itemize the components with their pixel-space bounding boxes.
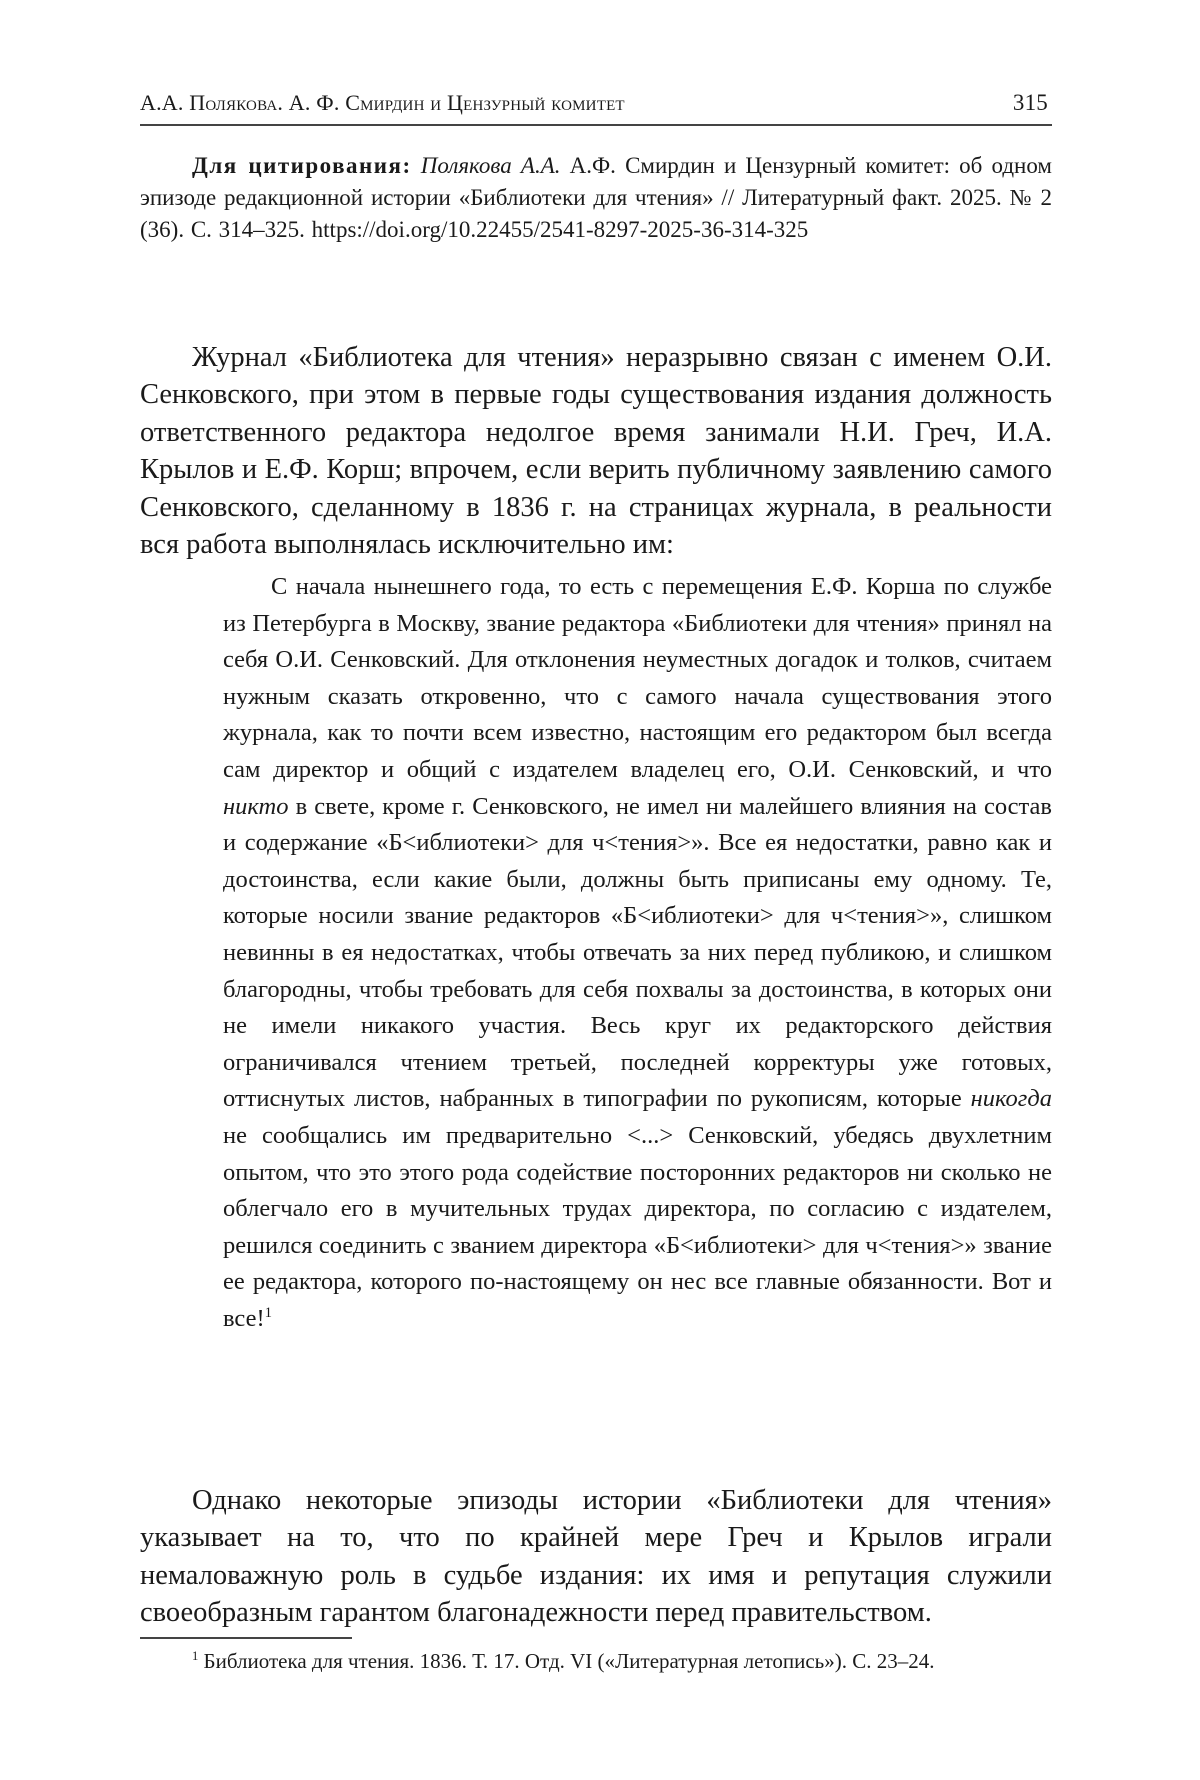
citation-text: А.Ф. Смирдин и Цензурный комитет: об одном эпизоде редакционной истории «Библиотеки для чтения» // Литературный факт. 2025. № 2 (36). С. 314–325. https://doi.org/10.22455/2541-8297-2025-36-314-325 [140, 153, 1052, 242]
footnote-reference: 1 [264, 1304, 272, 1321]
body-paragraph-1: Журнал «Библиотека для чтения» неразрывно связан с именем О.И. Сенковского, при этом в первые годы существования издания должность ответственного редактора недолгое время занимали Н.И. Греч, И.А. Крылов и Е.Ф. Корш; впрочем, если верить публичному заявлению самого Сенковского, сделанному в 1836 г. на страницах журнала, в реальности вся работа выполнялась исключительно им: [140, 341, 1052, 560]
body-paragraph-2: Однако некоторые эпизоды истории «Библиотеки для чтения» указывает на то, что по крайней мере Греч и Крылов играли немаловажную роль в судьбе издания: их имя и репутация служили своеобразным гарантом благонадежности перед правительством. [140, 1484, 1052, 1628]
running-head [140, 88, 1052, 126]
footnote-marker: 1 [192, 1649, 199, 1663]
quote-text-part-1: С начала нынешнего года, то есть с перемещения Е.Ф. Корша по службе из Петербурга в Москву, звание редактора «Библиотеки для чтения» принял на себя О.И. Сенковский. Для отклонения неуместных догадок и толков, считаем нужным сказать откровенно, что с самого начала существования этого журнала, как то почти всем известно, настоящим его редактором был всегда сам директор и общий с издателем владелец его, О.И. Сенковский, и что [223, 573, 1052, 783]
citation-label: Для цитирования: [192, 153, 412, 178]
footnote-text: Библиотека для чтения. 1836. Т. 17. Отд. VI («Литературная летопись»). С. 23–24. [203, 1649, 935, 1673]
journal-page [140, 0, 1052, 1780]
quote-emphasis-nikto: никто [223, 792, 289, 820]
footnote-divider [140, 1637, 352, 1639]
citation-block [140, 150, 1052, 246]
block-quote [223, 569, 1052, 1337]
citation-author: Полякова А.А. [420, 153, 561, 178]
quote-emphasis-nikogda: никогда [970, 1085, 1053, 1113]
quote-text-part-3: не сообщались им предварительно <...> Сенковский, убедясь двухлетним опытом, что это этого рода содействие посторонних редакторов ни сколько не облегчало его в мучительных трудах директора, по согласию с издателем, решился соединить с званием директора «Б<иблиотеки> для ч<тения>» звание ее редактора, которого по-настоящему он нес все главные обязанности. Вот и все! [223, 1121, 1052, 1332]
page-number: 315 [1012, 90, 1048, 115]
quote-text-part-2: в свете, кроме г. Сенковского, не имел ни малейшего влияния на состав и содержание «Б<иблиотеки> для ч<тения>». Все ея недостатки, равно как и достоинства, если какие были, должны быть приписаны ему одному. Те, которые носили звание редакторов «Б<иблиотеки> для ч<тения>», слишком невинны в ея недостатках, чтобы отвечать за них перед публикою, и слишком благородны, чтобы требовать для себя похвалы за достоинства, в которых они не имели никакого участия. Весь круг их редакторского действия ограничивался чтением третьей, последней корректуры уже готовых, оттиснутых листов, набранных в типографии по рукописям, которые [223, 792, 1053, 1113]
running-title: А.А. Полякова. А. Ф. Смирдин и Цензурный комитет [140, 90, 625, 115]
footnote [192, 1646, 1052, 1676]
